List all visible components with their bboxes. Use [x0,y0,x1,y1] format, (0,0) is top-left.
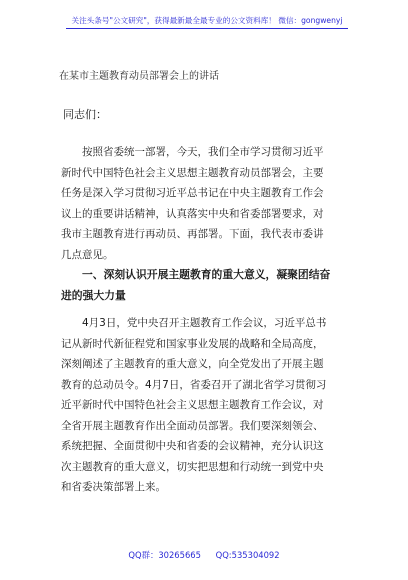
text-line: 教育的总动员令。4月7日，省委召开了湖北省学习贯彻习 [61,378,327,391]
text-line: 我市主题教育进行再动员、再部署。下面，我代表市委讲 [61,228,324,240]
text-line: 按照省委统一部署，今天，我们全市学习贯彻习近平 [82,146,324,158]
heading-line: 进的强大力量 [61,288,126,302]
footer-qq: QQ:535304092 [215,550,280,560]
text-line: 系统把握、全面贯彻中央和省委的会议精神，充分认识这 [61,440,324,452]
text-line: 近平新时代中国特色社会主义思想主题教育工作会议，对 [61,399,324,411]
section-body-paragraph [61,313,356,498]
text-line: 议上的重要讲话精神，认真落实中央和省委部署要求，对 [61,207,324,220]
salutation: 同志们： [63,108,107,121]
text-line: 几点意见。 [61,248,114,261]
intro-paragraph [61,142,356,265]
header-banner [66,10,348,29]
heading-line: 一、深刻认识开展主题教育的重大意义，凝聚团结奋 [82,268,331,281]
text-line: 新时代中国特色社会主义思想主题教育动员部署会，主要 [61,166,324,179]
section-heading [61,265,356,306]
text-line: 和省委决策部署上来。 [61,481,166,493]
text-line: 深刻阐述了主题教育的重大意义，向全党发出了开展主题 [61,358,324,370]
footer-qq-group: QQ群：30265665 [128,550,201,560]
header-banner-text: 关注头条号"公文研究"，获得最新最全最专业的公文资料库！ 微信：gongwenyj [71,16,343,25]
text-line: 4月3日，党中央召开主题教育工作会议，习近平总书 [82,317,327,329]
text-line: 记从新时代新征程党和国家事业发展的战略和全局高度， [61,337,324,350]
text-line: 全省开展主题教育作出全面动员部署。我们要深刻领会、 [61,419,324,432]
text-line: 任务是深入学习贯彻习近平总书记在中央主题教育工作会 [61,187,324,199]
document-title: 在某市主题教育动员部署会上的讲话 [59,71,219,82]
footer-contact [0,549,408,561]
text-line: 次主题教育的重大意义，切实把思想和行动统一到党中央 [61,460,324,473]
